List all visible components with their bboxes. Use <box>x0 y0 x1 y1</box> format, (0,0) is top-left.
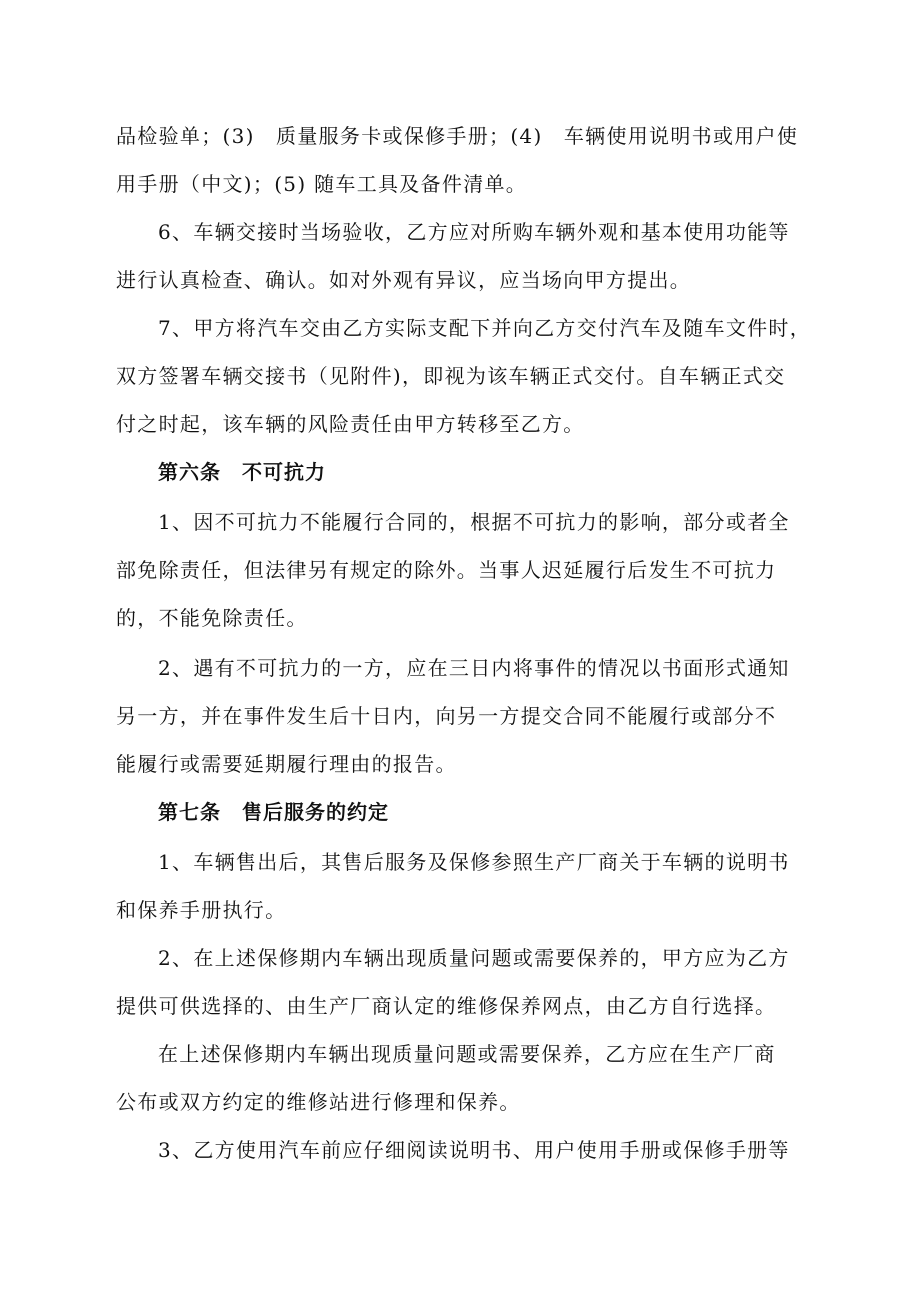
section-heading: 第七条 售后服务的约定 <box>158 800 389 824</box>
text-line: 能履行或需要延期履行理由的报告。 <box>116 752 457 776</box>
text-line: 2、遇有不可抗力的一方，应在三日内将事件的情况以书面形式通知 <box>158 656 790 680</box>
text-line: 另一方，并在事件发生后十日内，向另一方提交合同不能履行或部分不 <box>116 704 777 728</box>
text-line: 部免除责任，但法律另有规定的除外。当事人迟延履行后发生不可抗力 <box>116 558 777 582</box>
text-line: 在上述保修期内车辆出现质量问题或需要保养，乙方应在生产厂商 <box>158 1042 776 1066</box>
text-line: 3、乙方使用汽车前应仔细阅读说明书、用户使用手册或保修手册等 <box>158 1138 790 1162</box>
section-heading: 第六条 不可抗力 <box>158 460 326 484</box>
text-line: 1、车辆售出后，其售后服务及保修参照生产厂商关于车辆的说明书 <box>158 850 790 874</box>
text-line: 用手册（中文)；(5) 随车工具及备件清单。 <box>116 172 528 196</box>
text-line: 品检验单；(3) 质量服务卡或保修手册；(4) 车辆使用说明书或用户使 <box>116 124 799 148</box>
text-line: 进行认真检查、确认。如对外观有异议，应当场向甲方提出。 <box>116 268 692 292</box>
text-line: 提供可供选择的、由生产厂商认定的维修保养网点，由乙方自行选择。 <box>116 994 777 1018</box>
text-line: 的，不能免除责任。 <box>116 606 308 630</box>
text-line: 6、车辆交接时当场验收，乙方应对所购车辆外观和基本使用功能等 <box>158 220 790 244</box>
text-line: 和保养手册执行。 <box>116 898 287 922</box>
text-line: 付之时起，该车辆的风险责任由甲方转移至乙方。 <box>116 412 585 436</box>
text-line: 双方签署车辆交接书（见附件)，即视为该车辆正式交付。自车辆正式交 <box>116 364 786 388</box>
text-line: 7、甲方将汽车交由乙方实际支配下并向乙方交付汽车及随车文件时， <box>158 316 812 340</box>
text-line: 1、因不可抗力不能履行合同的，根据不可抗力的影响，部分或者全 <box>158 510 790 534</box>
text-line: 2、在上述保修期内车辆出现质量问题或需要保养的，甲方应为乙方 <box>158 946 790 970</box>
text-line: 公布或双方约定的维修站进行修理和保养。 <box>116 1090 521 1114</box>
